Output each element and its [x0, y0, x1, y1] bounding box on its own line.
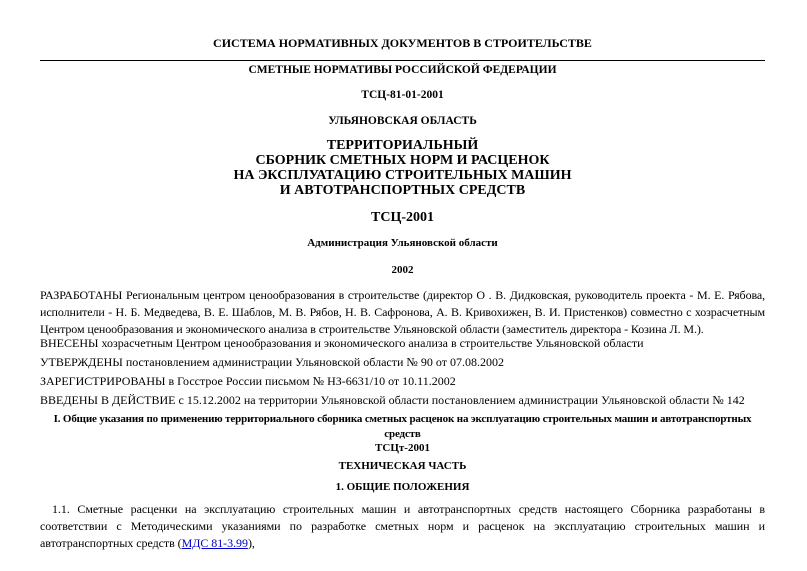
section-heading-line: I. Общие указания по применению территориального сборника сметных расценок на эксплуатацию строительных машин и автотранспортных — [53, 413, 752, 425]
approved-label: УТВЕРЖДЕНЫ — [40, 355, 123, 369]
enacted-paragraph — [40, 392, 765, 409]
registered-paragraph — [40, 373, 765, 390]
approved-text: постановлением администрации Ульяновской области № 90 от 07.08.2002 — [122, 355, 504, 369]
main-title — [40, 138, 765, 198]
approved-paragraph — [40, 354, 765, 371]
main-title-line: И АВТОТРАНСПОРТНЫХ СРЕДСТВ — [279, 183, 526, 198]
registered-text: в Госстрое России письмом № НЗ-6631/10 от 10.11.2002 — [165, 374, 456, 388]
mds-link[interactable]: МДС 81-3.99 — [181, 536, 248, 550]
introduced-text: хозрасчетным Центром ценообразования и экономического анализа в строительстве Ульяновской области — [98, 336, 644, 350]
main-title-line: ТЕРРИТОРИАЛЬНЫЙ — [326, 138, 479, 153]
introduced-label: ВНЕСЕНЫ — [40, 336, 99, 350]
series-title: СМЕТНЫЕ НОРМАТИВЫ РОССИЙСКОЙ ФЕДЕРАЦИИ — [248, 64, 557, 76]
short-code: ТСЦ-2001 — [371, 210, 434, 225]
section-heading-line: средств — [384, 428, 421, 440]
technical-part-heading: ТЕХНИЧЕСКАЯ ЧАСТЬ — [338, 460, 467, 472]
enacted-label: ВВЕДЕНЫ В ДЕЙСТВИЕ — [40, 393, 176, 407]
clause-text: 1.1. Сметные расценки на эксплуатацию строительных машин и автотранспортных средств настоящего Сборника разработаны в соответствии с Методическими указаниями по разработке сметных норм и расценок на эксплуатацию строительных машин и автотранспортных средств ( — [40, 502, 765, 550]
authority: Администрация Ульяновской области — [307, 237, 498, 249]
clause-1-1 — [40, 501, 765, 552]
introduced-paragraph — [40, 335, 765, 352]
developed-label: РАЗРАБОТАНЫ — [40, 288, 123, 302]
developed-paragraph — [40, 287, 765, 338]
main-title-line: НА ЭКСПЛУАТАЦИЮ СТРОИТЕЛЬНЫХ МАШИН — [233, 168, 572, 183]
year: 2002 — [391, 264, 414, 276]
clause-tail: ), — [247, 536, 255, 550]
main-title-line: СБОРНИК СМЕТНЫХ НОРМ И РАСЦЕНОК — [255, 153, 550, 168]
registered-label: ЗАРЕГИСТРИРОВАНЫ — [40, 374, 166, 388]
header-divider — [40, 60, 765, 61]
section-heading — [40, 412, 765, 442]
developed-text: Региональным центром ценообразования в строительстве (директор О . В. Дидковская, руководитель проекта - М. Е. Рябова, исполнители - Н. Б. Медведева, В. Е. Шаблов, М. В. Рябов, Н. В. Сафронова, А. В. Кривохижен, В. И. Пристенков) совместно с хозрасчетным Центром ценообразования и экономического анализа в строительстве Ульяновской области (заместитель директора - Козина Л. М.). — [40, 288, 765, 336]
document-code: ТСЦ-81-01-2001 — [361, 89, 444, 101]
enacted-text: с 15.12.2002 на территории Ульяновской области постановлением администрации Ульяновской области № 142 — [175, 393, 745, 407]
sub-code: ТСЦт-2001 — [375, 442, 430, 454]
region-title: УЛЬЯНОВСКАЯ ОБЛАСТЬ — [328, 115, 477, 127]
system-title: СИСТЕМА НОРМАТИВНЫХ ДОКУМЕНТОВ В СТРОИТЕЛЬСТВЕ — [213, 36, 592, 50]
general-provisions-heading: 1. ОБЩИЕ ПОЛОЖЕНИЯ — [335, 481, 470, 493]
